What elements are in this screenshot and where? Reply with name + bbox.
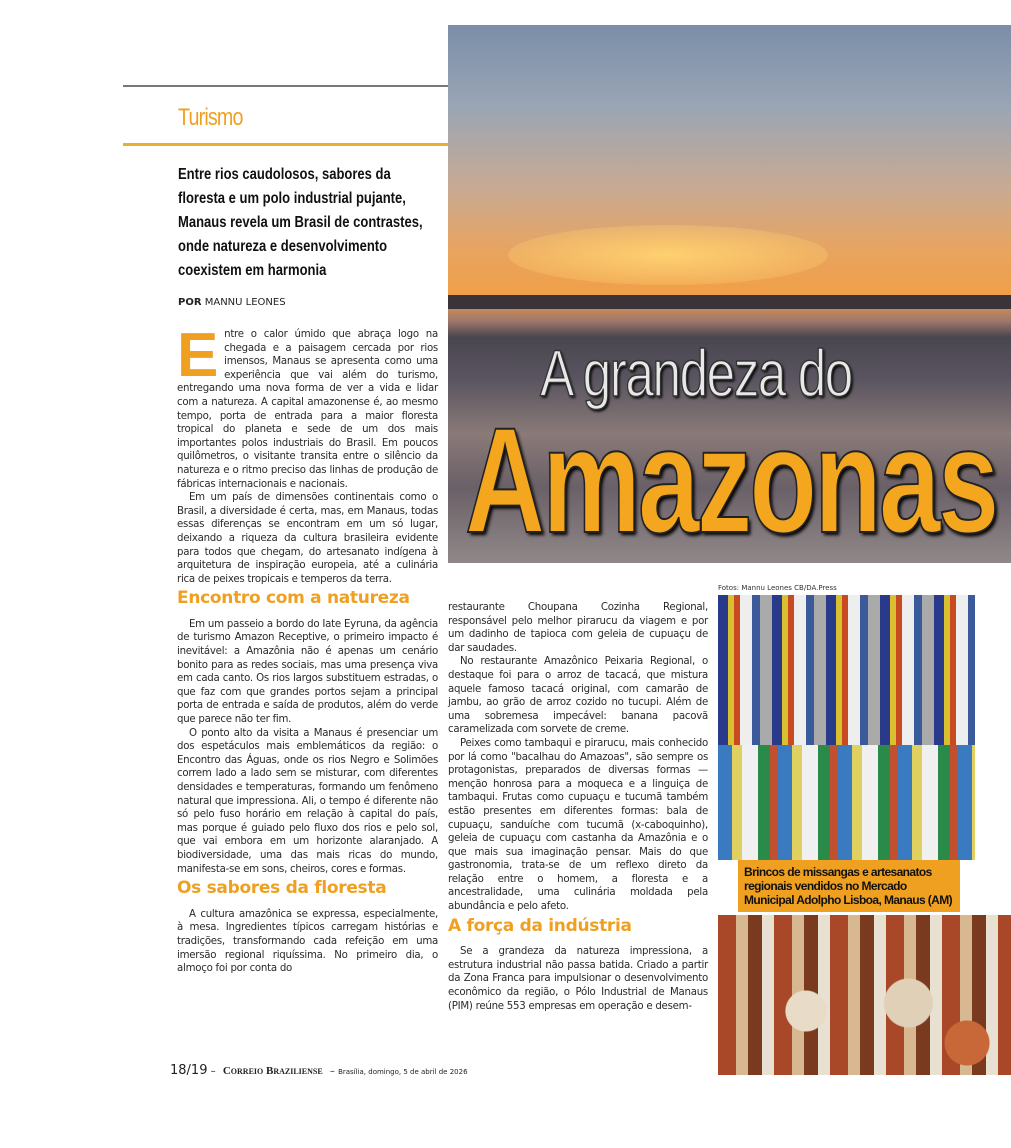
byline [178,297,286,308]
column-2 [448,601,708,1013]
paragraph: O ponto alto da visita a Manaus é presenciar um dos espetáculos mais emblemáticos da região: o Encontro das Águas, onde os rios Negro e Solimões correm lado a lado sem se misturar, com diferentes densidades e temperaturas, formando um fenômeno natural que impressiona. Ali, o tempo é diferente não só pelo fuso horário em relação à capital do país, mas porque é guiado pelo fluxo dos rios e pelo sol, que vai embora em um horizonte alaranjado. A biodiversidade, uma das mais ricas do mundo, manifesta-se em sons, cheiros, cores e formas. [177,727,438,875]
section-label: Turismo [178,104,243,131]
newspaper-brand: Correio Braziliense [222,1065,323,1077]
paragraph: A cultura amazônica se expressa, especialmente, à mesa. Ingredientes típicos carregam histórias e tradições, transformando cada refeição em uma imersão regional riquíssima. No primeiro dia, o almoço foi por conta do [177,908,438,975]
subhead: A força da indústria [448,915,632,936]
shoreline [448,295,1011,309]
headline-line2: Amazonas [465,396,997,564]
photo-ceramics [718,915,1011,1075]
paragraph: ntre o calor úmido que abraça logo na chegada e a paisagem cercada por rios imensos, Manaus se apresenta como uma experiência que vai além do turismo, entregando uma nova forma de ver a vida e lidar com a natureza. A capital amazonense é, ao mesmo tempo, porta de entrada para a maior floresta tropical do planeta e sede de um dos mais importantes polos industriais do Brasil. Em poucos quilômetros, o visitante transita entre o silêncio da natureza e o ritmo preciso das linhas de produção de fábricas internacionais e nacionais. [177,329,438,490]
subhead: Os sabores da floresta [177,878,387,899]
publication-date: Brasília, domingo, 5 de abril de 2026 [338,1068,468,1076]
byline-prefix: POR [178,297,202,308]
section-rule [123,143,448,146]
footer-separator: – [329,1066,335,1077]
byline-author: MANNU LEONES [204,297,286,308]
top-rule [123,85,448,87]
photo-caption: Brincos de missangas e artesanatos regionais vendidos no Mercado Municipal Adolpho Lisboa, Manaus (AM) [738,860,960,912]
paragraph: Se a grandeza da natureza impressiona, a estrutura industrial não passa batida. Criado a partir da Zona Franca para impulsionar o desenvolvimento econômico da região, o Pólo Industrial de Manaus (PIM) reúne 553 empresas em operação e desem- [448,946,708,1012]
photo-credit: Fotos: Mannu Leones CB/DA.Press [718,584,837,592]
paragraph: No restaurante Amazônico Peixaria Regional, o destaque foi para o arroz de tacacá, que mistura aquele famoso tacacá original, com camarão de jambu, ao grão de arroz cozido no tucupi. Além de uma sobremesa impecável: banana pacovã caramelizada com sorvete de creme. [448,656,708,736]
headline-line1: A grandeza do [540,336,852,410]
page-footer [170,1063,468,1078]
column-1 [177,321,438,976]
paragraph: Peixes como tambaqui e pirarucu, mais conhecido por lá como "bacalhau do Amazoas", são sempre os protagonistas, preparados de diversas formas — menção honrosa para a moqueca e a linguiça de tambaqui. Frutas como cupuaçu e tucumã também estão presentes em diferentes formas: bala de cupuaçu, sanduíche com tucumã (x-caboquinho), geleia de cupuaçu com castanha da Amazônia e o que mais sua imaginação pensar. Mais do que gastronomia, trata-se de um reflexo direto da relação entre o homem, a floresta e a ancestralidade, uma culinária moldada pela abundância e pelo afeto. [448,737,708,913]
footer-separator: – [210,1066,216,1077]
paragraph: Em um país de dimensões continentais como o Brasil, a diversidade é certa, mas, em Manaus, todas essas diferenças se encontram em um só lugar, deixando a riqueza da cultura brasileira evidente para todos que chegam, do artesanato indígena à arquitetura de inspiração europeia, até a culinária rica de peixes tropicais e temperos da terra. [177,492,438,585]
subhead: Encontro com a natureza [177,588,410,609]
sun-glow [508,225,828,285]
page-number: 18/19 [170,1063,208,1078]
article-deck: Entre rios caudolosos, sabores da floresta e um polo industrial pujante, Manaus revela um Brasil de contrastes, onde natureza e desenvolvimento coexistem em harmonia [178,166,423,279]
paragraph: Em um passeio a bordo do Iate Eyruna, da agência de turismo Amazon Receptive, o primeiro impacto é inevitável: a Amazônia não é apenas um cenário bonito para as redes sociais, mas uma presença viva em cada canto. Os rios largos substituem estradas, o que faz com que grandes portos sejam a principal porta de entrada e saída de produtos, além do verde que parece não ter fim. [177,618,438,726]
paragraph: restaurante Choupana Cozinha Regional, responsável pelo melhor pirarucu da viagem e por um dadinho de tapioca com geleia de cupuaçu de dar saudades. [448,602,708,654]
drop-cap: E [177,321,219,390]
photo-earrings-market [718,595,975,860]
